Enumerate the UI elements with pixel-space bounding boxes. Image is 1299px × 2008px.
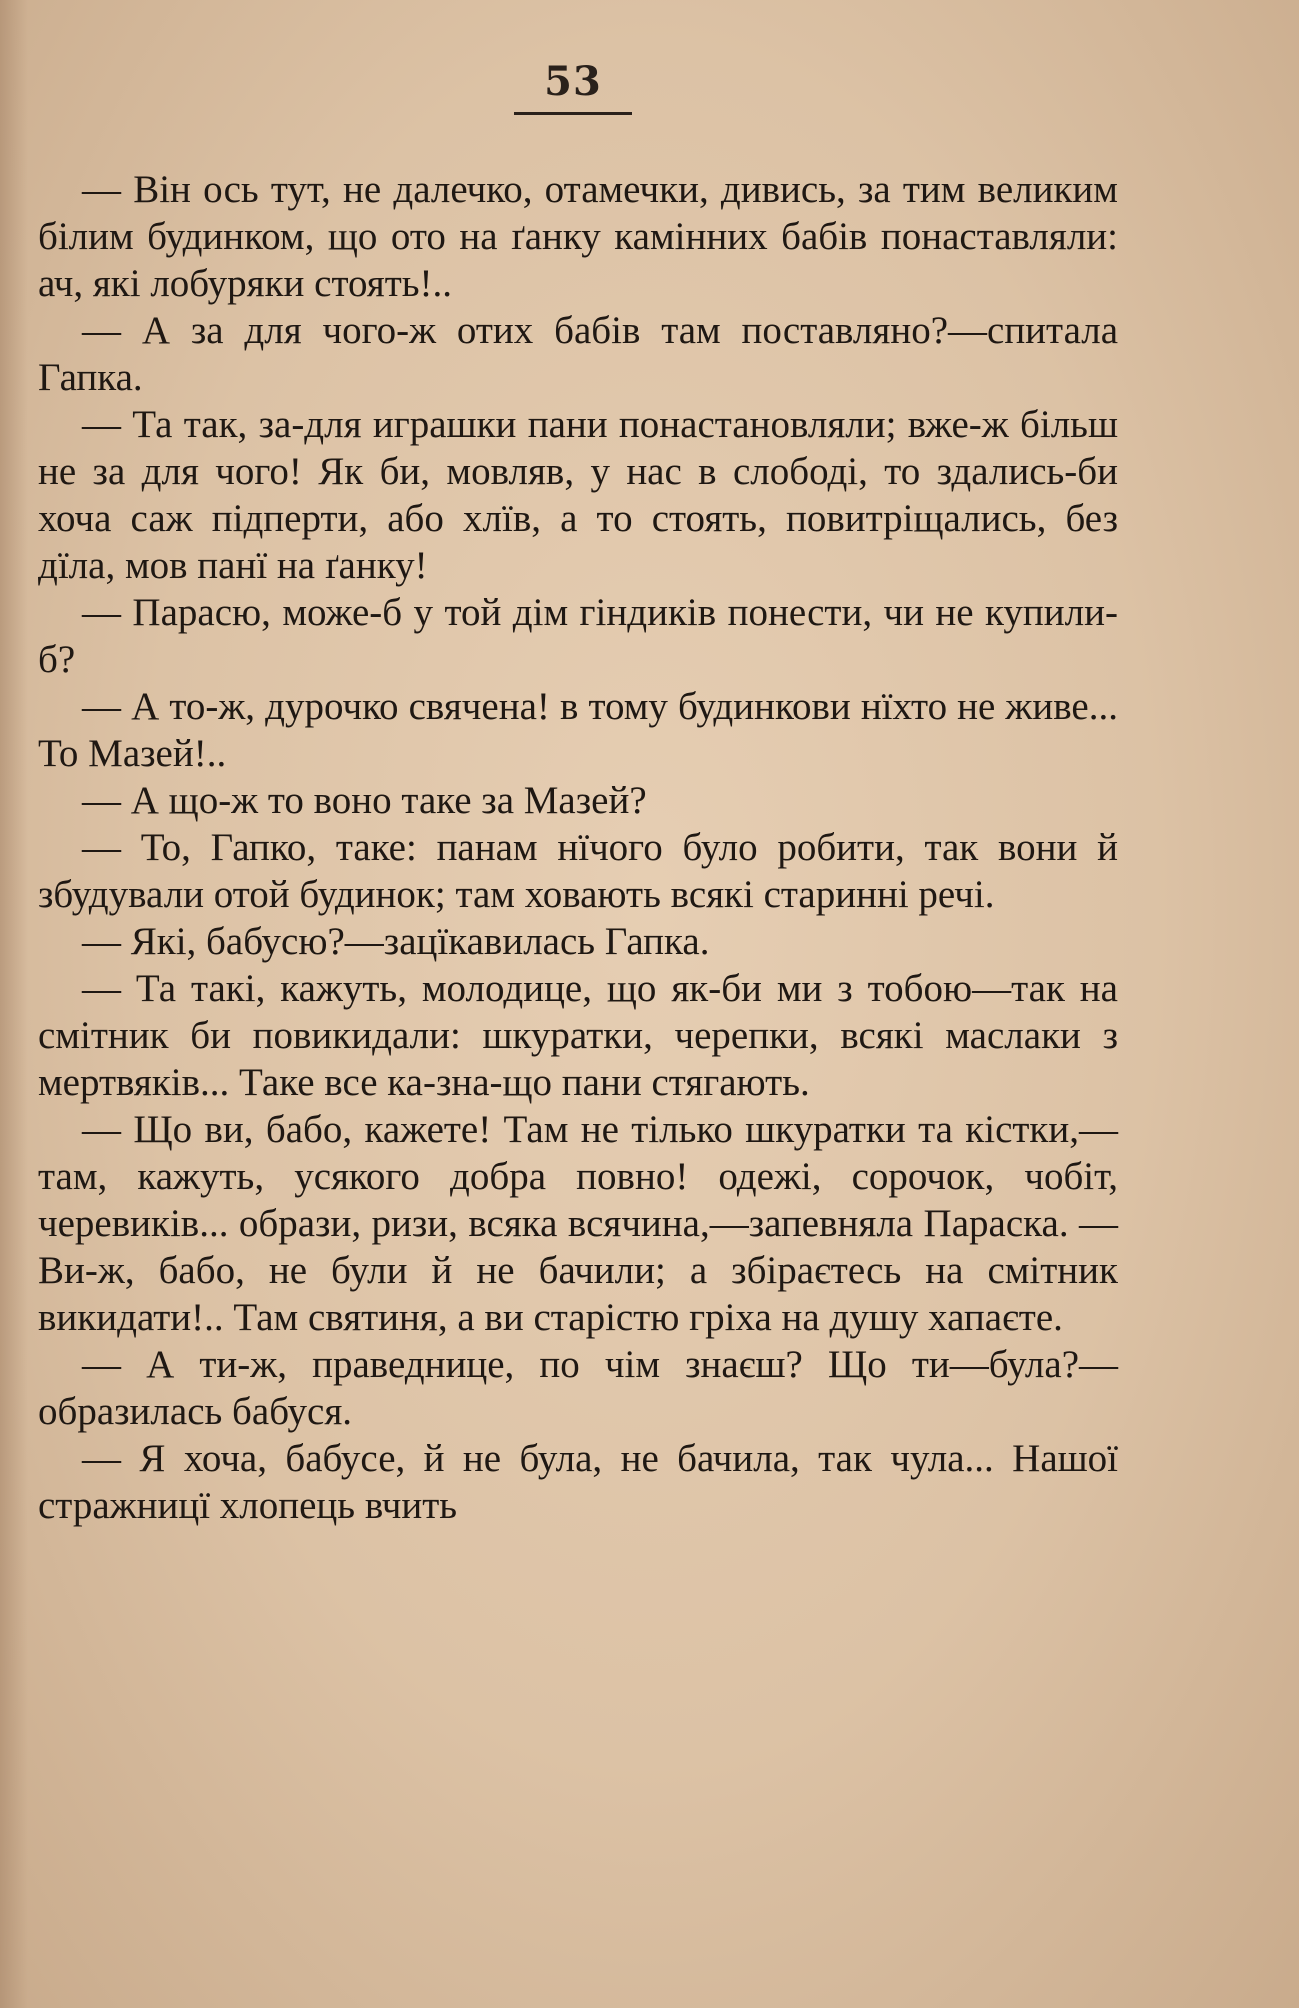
page-number: 53 <box>544 58 602 105</box>
paragraph: — Які, бабусю?—зацїкавилась Гапка. <box>82 920 710 963</box>
paragraph: — Що ви, бабо, кажете! Там не тілько шкуратки та кістки,—там, кажуть, усякого добра повно! одежі, сорочок, чобіт, черевиків... образи, ризи, всяка всячина,—запевняла Параска. —Ви-ж, бабо, не були й не бачили; а збіраєтесь на смітник викидати!.. Там святиня, а ви старістю гріха на душу хапаєте. <box>38 1108 1118 1339</box>
header-rule <box>514 112 632 115</box>
body-text <box>38 166 1118 1529</box>
paragraph: — А ти-ж, праведнице, по чім знаєш? Що ти—була?—образилась бабуся. <box>38 1343 1118 1433</box>
paragraph: — Та такі, кажуть, молодице, що як-би ми з тобою—так на смітник би повикидали: шкуратки, черепки, всякі маслаки з мертвяків... Таке все ка-зна-що пани стягають. <box>38 967 1118 1104</box>
paragraph: — Я хоча, бабусе, й не була, не бачила, так чула... Нашої стражницї хлопець вчить <box>38 1437 1118 1527</box>
paragraph: — Та так, за-для играшки пани понастановляли; вже-ж більш не за для чого! Як би, мовляв, у нас в слободі, то здались-би хоча саж підперти, або хлїв, а то стоять, повитріщались, без дїла, мов панї на ґанку! <box>38 403 1118 587</box>
paragraph: — Він ось тут, не далечко, отамечки, дивись, за тим великим білим будинком, що ото на ґанку камінних бабів понаставляли: ач, які лобуряки стоять!.. <box>38 168 1118 305</box>
paragraph: — А то-ж, дурочко свячена! в тому будинкови нїхто не живе... То Мазей!.. <box>38 685 1118 775</box>
paragraph: — А що-ж то воно таке за Мазей? <box>82 779 647 822</box>
paragraph: — А за для чого-ж отих бабів там поставляно?—спитала Гапка. <box>38 309 1118 399</box>
paragraph: — Парасю, може-б у той дім гіндиків понести, чи не купили-б? <box>38 591 1118 681</box>
paragraph: — То, Гапко, таке: панам нїчого було робити, так вони й збудували отой будинок; там ховають всякі старинні речі. <box>38 826 1118 916</box>
